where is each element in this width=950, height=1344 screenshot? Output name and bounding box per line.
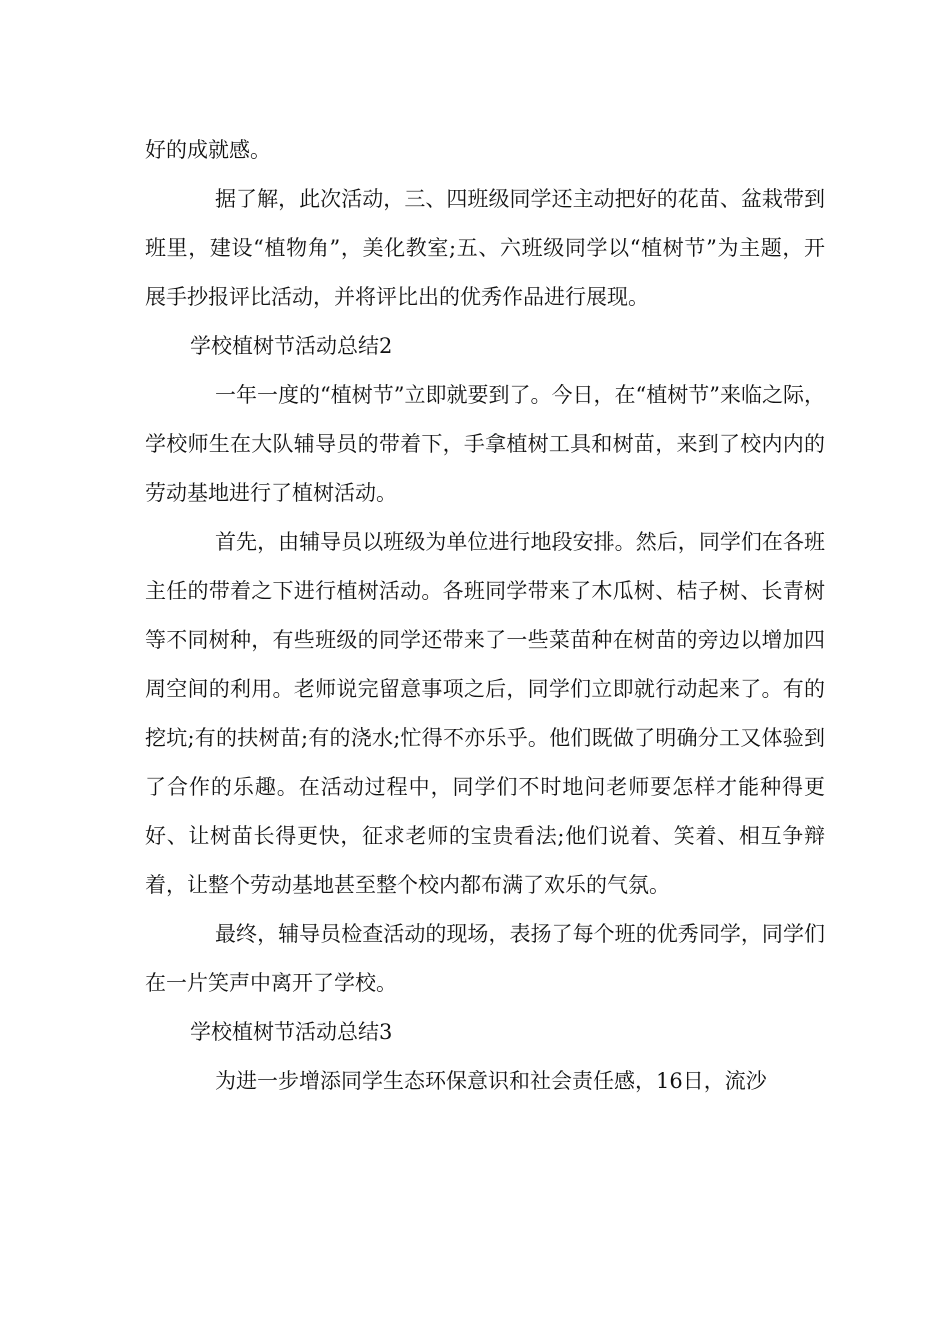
- paragraph: 为进一步增添同学生态环保意识和社会责任感，16日，流沙: [215, 1069, 767, 1093]
- document-body: [145, 126, 825, 1106]
- section-heading: 学校植树节活动总结2: [190, 334, 393, 358]
- paragraph: 一年一度的“植树节”立即就要到了。今日，在“植树节”来临之际，学校师生在大队辅导员的带着下，手拿植树工具和树苗，来到了校内内的劳动基地进行了植树活动。: [145, 383, 825, 505]
- paragraph: 据了解，此次活动，三、四班级同学还主动把好的花苗、盆栽带到班里，建设“植物角”，美化教室;五、六班级同学以“植树节”为主题，开展手抄报评比活动，并将评比出的优秀作品进行展现。: [145, 187, 825, 309]
- paragraph-fragment: 好的成就感。: [145, 138, 271, 162]
- section-heading: 学校植树节活动总结3: [190, 1020, 393, 1044]
- paragraph: 首先，由辅导员以班级为单位进行地段安排。然后，同学们在各班主任的带着之下进行植树活动。各班同学带来了木瓜树、桔子树、长青树等不同树种，有些班级的同学还带来了一些菜苗种在树苗的旁边以增加四周空间的利用。老师说完留意事项之后，同学们立即就行动起来了。有的挖坑;有的扶树苗;有的浇水;忙得不亦乐乎。他们既做了明确分工又体验到了合作的乐趣。在活动过程中，同学们不时地问老师要怎样才能种得更好、让树苗长得更快，征求老师的宝贵看法;他们说着、笑着、相互争辩着，让整个劳动基地甚至整个校内都布满了欢乐的气氛。: [145, 530, 825, 897]
- paragraph: 最终，辅导员检查活动的现场，表扬了每个班的优秀同学，同学们在一片笑声中离开了学校。: [145, 922, 825, 995]
